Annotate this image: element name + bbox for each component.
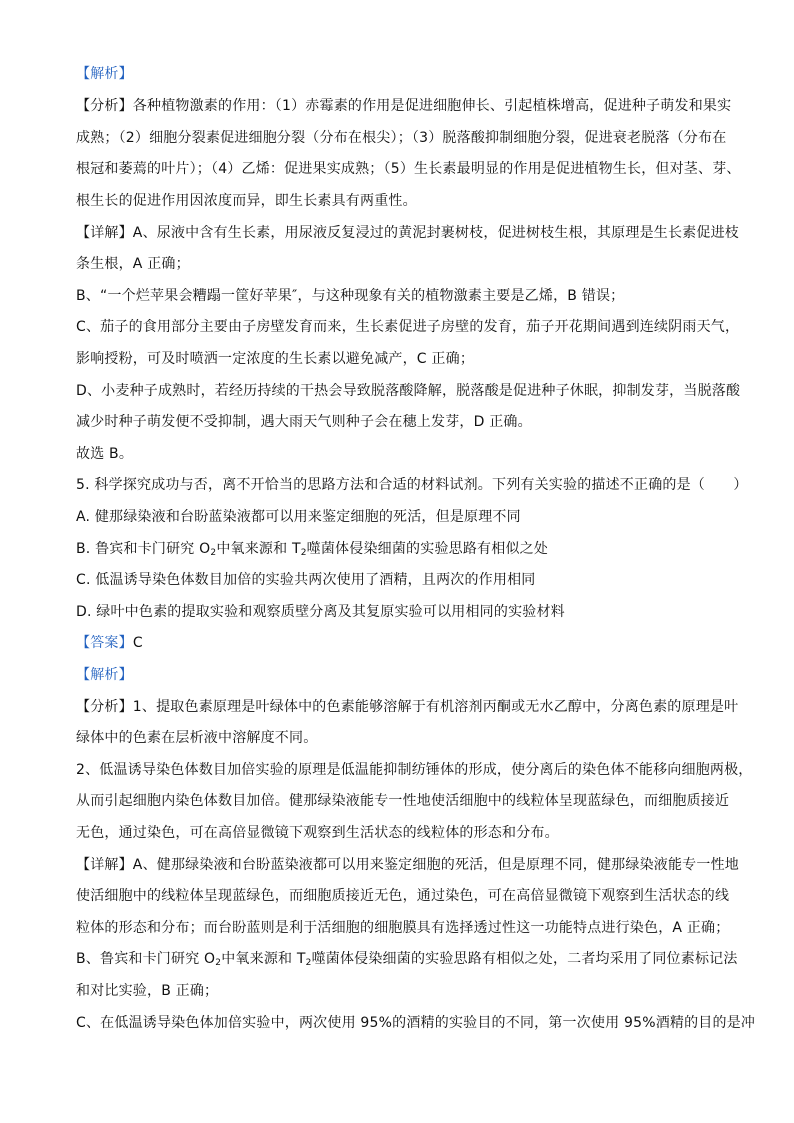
detail-paragraph-line: 【详解】A、尿液中含有生长素，用尿液反复浸过的黄泥封裹树枝，促进树枝生根，其原理是生长素促进枝 <box>76 225 739 241</box>
answer-value: C <box>132 635 143 651</box>
answer-line <box>76 633 736 653</box>
question-option-b <box>76 539 736 559</box>
section-heading-analysis: 【解析】 <box>76 667 133 683</box>
detail-paragraph-line: 条生根，A 正确； <box>76 256 190 272</box>
detail-paragraph-line: 和对比实验，B 正确； <box>76 983 219 999</box>
analysis-paragraph-line: 成熟；（2）细胞分裂素促进细胞分裂（分布在根尖）；（3）脱落酸抑制细胞分裂，促进衰老脱落（分布在 <box>76 130 727 146</box>
question-option-a: A. 健那绿染液和台盼蓝染液都可以用来鉴定细胞的死活，但是原理不同 <box>76 509 521 525</box>
detail-paragraph-line: D、小麦种子成熟时，若经历持续的干热会导致脱落酸降解，脱落酸是促进种子休眠，抑制发芽，当脱落酸 <box>76 383 741 399</box>
detail-paragraph-line: C、茄子的食用部分主要由子房壁发育而来，生长素促进子房壁的发育，茄子开花期间遇到连续阴雨天气， <box>76 319 740 335</box>
analysis-paragraph-line: 根生长的促进作用因浓度而异，即生长素具有两重性。 <box>76 193 417 209</box>
option-b-text: 中氧来源和 T <box>216 541 301 557</box>
detail-text: 噬菌体侵染细菌的实验思路有相似之处，二者均采用了同位素标记法 <box>311 951 738 967</box>
analysis-paragraph-line: 【分析】1、提取色素原理是叶绿体中的色素能够溶解于有机溶剂丙酮或无水乙醇中，分离色素的原理是叶 <box>76 699 739 715</box>
detail-paragraph-line: 使活细胞中的线粒体呈现蓝绿色，而细胞质接近无色，通过染色，可在高倍显微镜下观察到生活状态的线 <box>76 888 730 904</box>
analysis-paragraph-line: 根冠和萎蔫的叶片）；（4）乙烯：促进果实成熟；（5）生长素最明显的作用是促进植物生长，但对茎、芽、 <box>76 161 741 177</box>
detail-text: B、鲁宾和卡门研究 O <box>76 951 216 967</box>
analysis-paragraph-line: 从而引起细胞内染色体数目加倍。健那绿染液能专一性地使活细胞中的线粒体呈现蓝绿色，而细胞质接近 <box>76 793 730 809</box>
detail-paragraph-line: 【详解】A、健那绿染液和台盼蓝染液都可以用来鉴定细胞的死活，但是原理不同，健那绿染液能专一性地 <box>76 857 739 873</box>
detail-paragraph-line: C、在低温诱导染色体加倍实验中，两次使用 95%的酒精的实验目的不同，第一次使用 95%酒精的目的是冲 <box>76 1015 756 1031</box>
subscript: 2 <box>210 548 217 558</box>
detail-paragraph-line: 减少时种子萌发便不受抑制，遇大雨天气则种子会在穗上发芽，D 正确。 <box>76 414 532 430</box>
analysis-paragraph-line: 【分析】各种植物激素的作用：（1）赤霉素的作用是促进细胞伸长、引起植株增高，促进种子萌发和果实 <box>76 98 732 114</box>
question-option-d: D. 绿叶中色素的提取实验和观察质壁分离及其复原实验可以用相同的实验材料 <box>76 604 565 620</box>
section-heading-analysis: 【解析】 <box>76 66 133 82</box>
answer-heading: 【答案】 <box>76 635 133 651</box>
subscript: 2 <box>300 548 307 558</box>
option-b-text: B. 鲁宾和卡门研究 O <box>76 541 211 557</box>
detail-text: 中氧来源和 T <box>221 951 306 967</box>
subscript: 2 <box>305 958 312 968</box>
answer-conclusion: 故选 B。 <box>76 446 134 462</box>
analysis-paragraph-line: 2、低温诱导染色体数目加倍实验的原理是低温能抑制纺锤体的形成，使分离后的染色体不能移向细胞两极， <box>76 762 753 778</box>
question-option-c: C. 低温诱导染色体数目加倍的实验共两次使用了酒精，且两次的作用相同 <box>76 572 536 588</box>
analysis-paragraph-line: 无色，通过染色，可在高倍显微镜下观察到生活状态的线粒体的形态和分布。 <box>76 825 559 841</box>
option-b-text: 噬菌体侵染细菌的实验思路有相似之处 <box>306 541 549 557</box>
detail-paragraph-line <box>76 949 736 969</box>
detail-paragraph-line: 影响授粉，可及时喷洒一定浓度的生长素以避免减产，C 正确； <box>76 351 475 367</box>
question-5-stem: 5. 科学探究成功与否，离不开恰当的思路方法和合适的材料试剂。下列有关实验的描述不正确的是（ ） <box>76 477 748 493</box>
subscript: 2 <box>215 958 222 968</box>
detail-paragraph-line: 粒体的形态和分布；而台盼蓝则是利于活细胞的细胞膜具有选择透过性这一功能特点进行染色，A 正确； <box>76 920 730 936</box>
detail-paragraph-line: B、“一个烂苹果会糟蹋一筐好苹果″，与这种现象有关的植物激素主要是乙烯，B 错误； <box>76 288 625 304</box>
analysis-paragraph-line: 绿体中的色素在层析液中溶解度不同。 <box>76 730 318 746</box>
